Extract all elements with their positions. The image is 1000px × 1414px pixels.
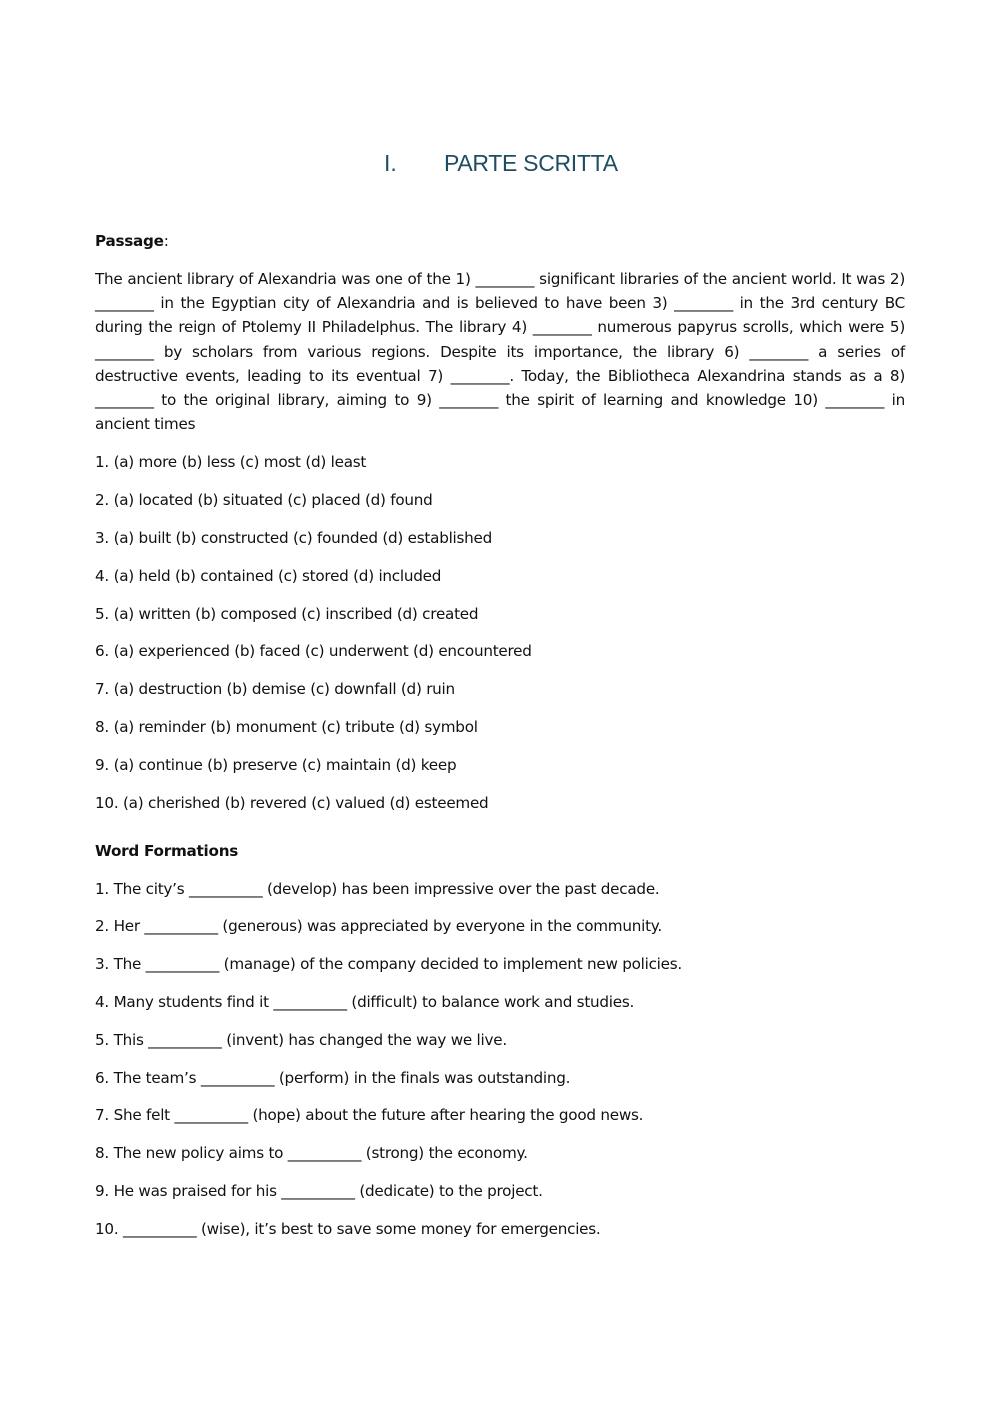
heading-title: PARTE SCRITTA bbox=[444, 150, 618, 176]
question-list bbox=[95, 450, 905, 814]
word-formation-item: 9. He was praised for his __________ (dedicate) to the project. bbox=[95, 1181, 543, 1200]
question-item: 1. (a) more (b) less (c) most (d) least bbox=[95, 453, 367, 472]
word-formation-item: 3. The __________ (manage) of the company decided to implement new policies. bbox=[95, 955, 682, 974]
word-formation-item: 6. The team’s __________ (perform) in the finals was outstanding. bbox=[95, 1068, 571, 1087]
passage-label bbox=[95, 229, 905, 253]
word-formations-title: Word Formations bbox=[95, 841, 239, 860]
question-item: 9. (a) continue (b) preserve (c) maintain (d) keep bbox=[95, 755, 457, 774]
content-area bbox=[95, 229, 905, 1255]
passage-label-text: Passage bbox=[95, 232, 164, 250]
question-item: 8. (a) reminder (b) monument (c) tribute (d) symbol bbox=[95, 718, 478, 736]
question-item: 3. (a) built (b) constructed (c) founded (d) established bbox=[95, 529, 493, 548]
question-item: 7. (a) destruction (b) demise (c) downfall (d) ruin bbox=[95, 680, 455, 699]
passage-label-colon: : bbox=[163, 232, 169, 250]
word-formation-item: 2. Her __________ (generous) was appreciated by everyone in the community. bbox=[95, 917, 662, 936]
section-heading bbox=[0, 150, 1000, 182]
word-formations-list bbox=[95, 877, 905, 1241]
question-item: 4. (a) held (b) contained (c) stored (d) included bbox=[95, 566, 442, 585]
passage-text: The ancient library of Alexandria was one of the 1) ________ significant libraries of the ancient world. It was 2) ________ in the Egyptian city of Alexandria and is believed to have been 3) ________ in the 3rd century BC during the reign of Ptolemy II Philadelphus. The library 4) ________ numerous papyrus scrolls, which were 5) ________ by scholars from various regions. Despite its importance, the library 6) ________ a series of destructive events, leading to its eventual 7) ________. Today, the Bibliotheca Alexandrina stands as a 8) ________ to the original library, aiming to 9) ________ the spirit of learning and knowledge 10) ________ in ancient times bbox=[95, 270, 905, 434]
word-formation-item: 4. Many students find it __________ (difficult) to balance work and studies. bbox=[95, 992, 635, 1011]
question-item: 6. (a) experienced (b) faced (c) underwent (d) encountered bbox=[95, 642, 532, 661]
word-formation-item: 1. The city’s __________ (develop) has been impressive over the past decade. bbox=[95, 879, 660, 898]
word-formation-item: 7. She felt __________ (hope) about the future after hearing the good news. bbox=[95, 1106, 644, 1125]
word-formation-item: 5. This __________ (invent) has changed the way we live. bbox=[95, 1030, 507, 1049]
question-item: 2. (a) located (b) situated (c) placed (d) found bbox=[95, 491, 433, 510]
word-formation-item: 8. The new policy aims to __________ (strong) the economy. bbox=[95, 1144, 528, 1163]
question-item: 10. (a) cherished (b) revered (c) valued (d) esteemed bbox=[95, 793, 489, 812]
heading-number: I. bbox=[384, 150, 397, 176]
question-item: 5. (a) written (b) composed (c) inscribed (d) created bbox=[95, 604, 479, 623]
word-formation-item: 10. __________ (wise), it’s best to save some money for emergencies. bbox=[95, 1219, 601, 1238]
